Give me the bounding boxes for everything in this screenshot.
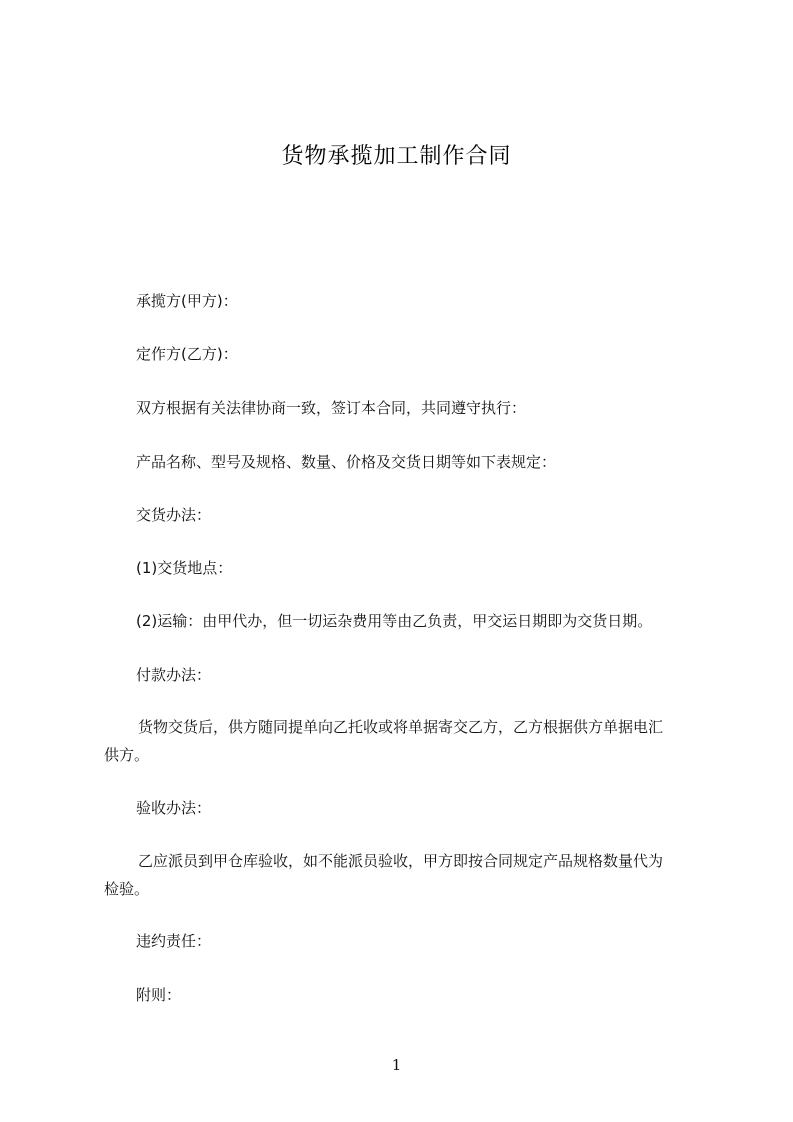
delivery-place-line: (1)交货地点： [136,559,233,577]
liability-heading: 违约责任： [136,932,212,950]
payment-paragraph-line-2: 供方。 [104,746,150,764]
acceptance-paragraph [104,847,704,903]
page-number: 1 [391,1056,402,1074]
product-spec-line: 产品名称、型号及规格、数量、价格及交货日期等如下表规定： [136,453,557,471]
party-b-line: 定作方(乙方)： [136,345,238,363]
party-a-line: 承揽方(甲方)： [136,292,238,310]
supplementary-heading: 附则： [136,986,182,1004]
payment-heading: 付款办法： [136,666,212,684]
preamble-line: 双方根据有关法律协商一致，签订本合同，共同遵守执行： [136,399,527,417]
document-title: 货物承揽加工制作合同 [281,144,512,169]
payment-paragraph [104,713,704,769]
acceptance-paragraph-line-2: 检验。 [104,880,150,898]
delivery-heading: 交货办法： [136,506,212,524]
acceptance-paragraph-line-1: 乙应派员到甲仓库验收，如不能派员验收，甲方即按合同规定产品规格数量代为 [138,852,664,870]
acceptance-heading: 验收办法： [136,799,212,817]
delivery-transport-line: (2)运输：由甲代办，但一切运杂费用等由乙负责，甲交运日期即为交货日期。 [136,612,653,630]
payment-paragraph-line-1: 货物交货后，供方随同提单向乙托收或将单据寄交乙方，乙方根据供方单据电汇 [138,718,664,736]
